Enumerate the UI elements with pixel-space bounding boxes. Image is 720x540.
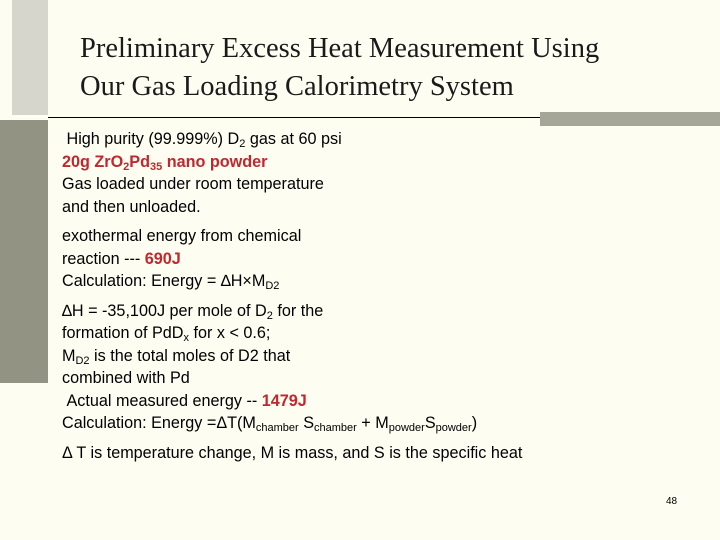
- body-line-moles: [62, 345, 662, 368]
- slide-title: [80, 30, 700, 106]
- body-line-definitions: Δ T is temperature change, M is mass, and S is the specific heat: [62, 443, 523, 462]
- body-line-calculation-1: [62, 270, 662, 293]
- subscript: x: [183, 332, 189, 344]
- text: for the: [272, 301, 324, 320]
- subscript: powder: [435, 422, 472, 434]
- body-line-combined: combined with Pd: [62, 369, 190, 387]
- body-line-reaction: [62, 248, 662, 271]
- body-line-powder: [62, 151, 662, 174]
- title-line-2: Our Gas Loading Calorimetry System: [80, 71, 514, 102]
- subscript: 2: [266, 309, 273, 322]
- body-line-formation: [62, 322, 662, 345]
- reaction-energy-value: 690J: [144, 249, 181, 268]
- page-number: 48: [666, 496, 678, 507]
- text: ): [471, 414, 478, 432]
- text: S: [424, 414, 436, 432]
- body-line-loaded: Gas loaded under room temperature: [62, 175, 324, 193]
- text: Pd: [129, 152, 150, 171]
- body-line-gas: [62, 128, 662, 151]
- text: ∆H = -35,100J per mole of D: [62, 301, 267, 320]
- decorative-bar-top: [12, 0, 48, 115]
- text: Actual measured energy --: [66, 391, 262, 410]
- text: + M: [356, 414, 389, 432]
- subscript: chamber: [314, 422, 357, 434]
- text: M: [62, 346, 76, 365]
- text: nano powder: [162, 152, 268, 171]
- text: S: [298, 414, 314, 432]
- measured-energy-value: 1479J: [261, 391, 307, 410]
- body-line-delta-h: [62, 300, 662, 323]
- subscript: powder: [388, 422, 425, 434]
- body-line-calculation-2: [62, 412, 662, 435]
- subscript: D2: [75, 354, 90, 367]
- subscript: 2: [123, 160, 130, 173]
- text: for x < 0.6;: [188, 324, 271, 342]
- title-divider: [48, 117, 540, 118]
- subscript: chamber: [255, 422, 299, 434]
- text: Calculation: Energy =ΔT(M: [62, 414, 256, 432]
- text: is the total moles of D2 that: [89, 346, 291, 365]
- text: formation of PdD: [62, 324, 184, 342]
- title-line-1: Preliminary Excess Heat Measurement Using: [80, 33, 600, 64]
- text: gas at 60 psi: [245, 130, 342, 148]
- body-line-exothermal: exothermal energy from chemical: [62, 227, 302, 245]
- subscript: D2: [265, 280, 280, 292]
- body-line-measured: [62, 390, 662, 413]
- text: 20g ZrO: [62, 152, 124, 171]
- decorative-bar-bottom: [0, 120, 48, 383]
- subscript: 2: [239, 138, 246, 150]
- decorative-block-right: [540, 112, 720, 126]
- body-line-unloaded: and then unloaded.: [62, 197, 201, 216]
- slide-body: [62, 128, 662, 464]
- text: reaction ---: [62, 249, 145, 268]
- text: Calculation: Energy = ∆H×M: [62, 272, 266, 290]
- text: High purity (99.999%) D: [66, 130, 240, 148]
- subscript: 35: [149, 160, 163, 173]
